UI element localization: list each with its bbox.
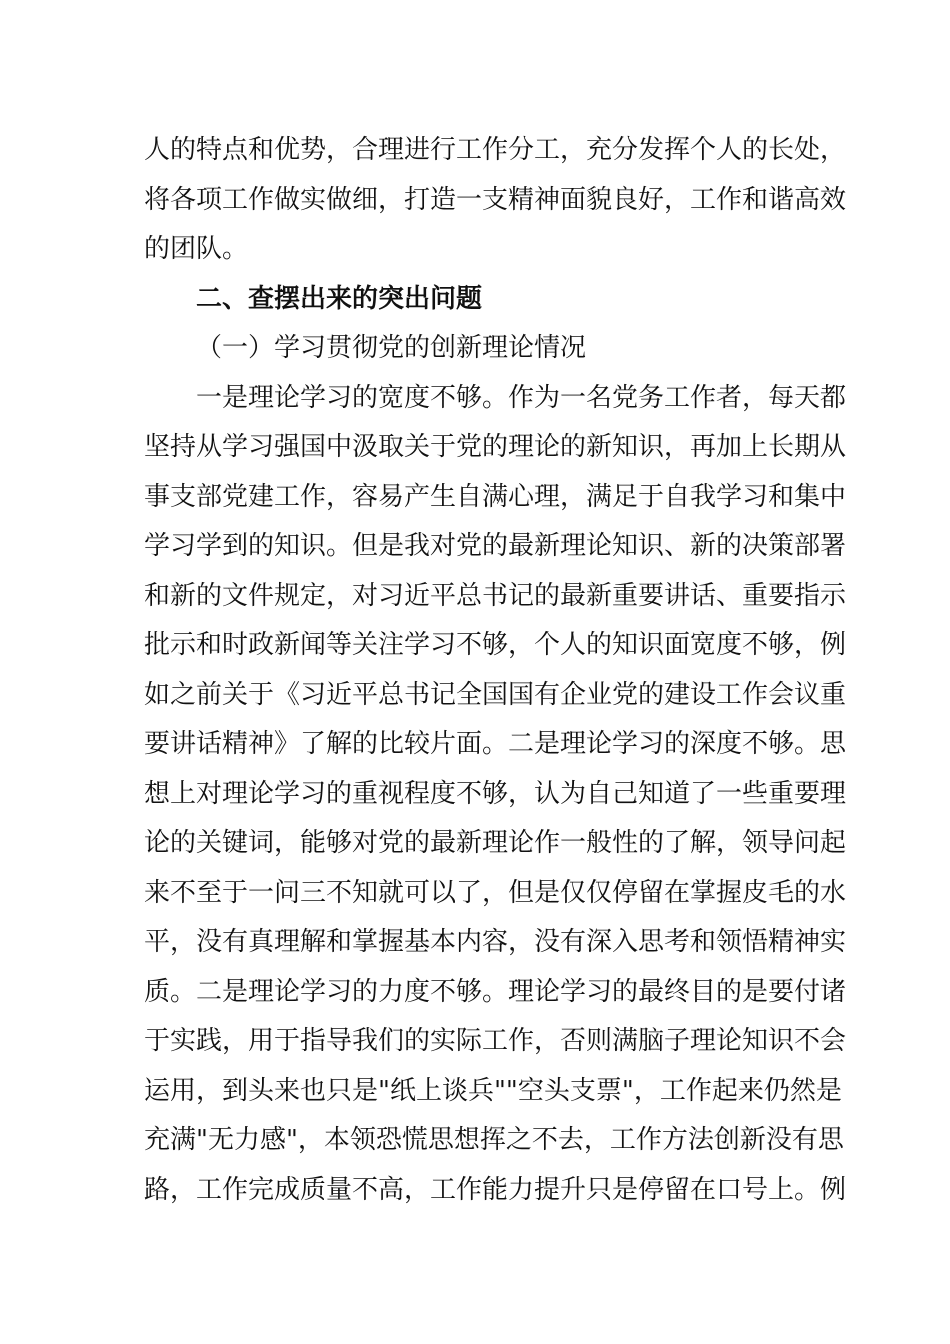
paragraph-line: 来不至于一问三不知就可以了，但是仅仅停留在掌握皮毛的水 <box>144 877 847 908</box>
paragraph-line: 平，没有真理解和掌握基本内容，没有深入思考和领悟精神实 <box>144 927 847 957</box>
intro-line-1: 人的特点和优势，合理进行工作分工，充分发挥个人的长处， <box>144 135 847 165</box>
paragraph-line: 想上对理论学习的重视程度不够，认为自己知道了一些重要理 <box>144 778 847 809</box>
paragraph-first-line <box>144 374 847 424</box>
paragraph-line: 事支部党建工作，容易产生自满心理，满足于自我学习和集中 <box>144 481 847 512</box>
subsection-heading: （一）学习贯彻党的创新理论情况 <box>196 333 587 363</box>
paragraph-line: 路，工作完成质量不高，工作能力提升只是停留在口号上。例 <box>144 1174 847 1205</box>
paragraph-line: 坚持从学习强国中汲取关于党的理论的新知识，再加上长期从 <box>144 432 847 462</box>
paragraph-line: 要讲话精神》了解的比较片面。二是理论学习的深度不够。思 <box>144 729 847 759</box>
paragraph-line: 学习学到的知识。但是我对党的最新理论知识、新的决策部署 <box>144 531 847 561</box>
paragraph-line: 如之前关于《习近平总书记全国国有企业党的建设工作会议重 <box>144 679 847 710</box>
paragraph-line: 批示和时政新闻等关注学习不够，个人的知识面宽度不够，例 <box>144 630 847 660</box>
section-heading: 二、查摆出来的突出问题 <box>196 283 483 314</box>
paragraph-first-line-text: 一是理论学习的宽度不够。作为一名党务工作者，每天都 <box>196 382 847 413</box>
paragraph-line: 充满"无力感"，本领恐慌思想挥之不去，工作方法创新没有思 <box>144 1125 844 1155</box>
paragraph-line: 论的关键词，能够对党的最新理论作一般性的了解，领导问起 <box>144 828 847 858</box>
paragraph-line: 质。二是理论学习的力度不够。理论学习的最终目的是要付诸 <box>144 976 847 1007</box>
paragraph-line: 于实践，用于指导我们的实际工作，否则满脑子理论知识不会 <box>144 1026 847 1056</box>
intro-line-3: 的团队。 <box>144 234 249 264</box>
paragraph-line: 运用，到头来也只是"纸上谈兵""空头支票"，工作起来仍然是 <box>144 1075 842 1106</box>
document-body <box>144 126 847 1215</box>
intro-line-2: 将各项工作做实做细，打造一支精神面貌良好，工作和谐高效 <box>144 184 847 215</box>
paragraph-line: 和新的文件规定，对习近平总书记的最新重要讲话、重要指示 <box>144 580 847 611</box>
